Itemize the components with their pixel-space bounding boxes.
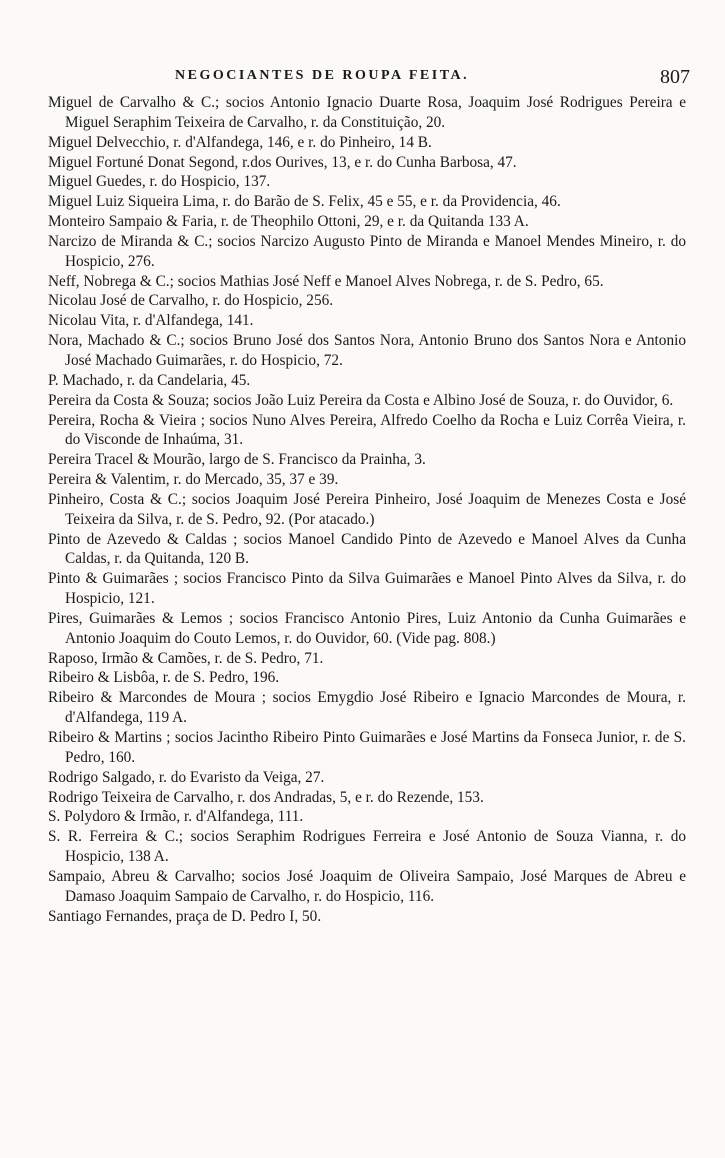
directory-entry: Pereira da Costa & Souza; socios João Luiz Pereira da Costa e Albino José de Souza, r. do Ouvidor, 6.: [48, 391, 674, 409]
directory-entry: Pires, Guimarães & Lemos ; socios Francisco Antonio Pires, Luiz Antonio da Cunha Guimarães e Antonio Joaquim do Couto Lemos, r. do Ouvidor, 60. (Vide pag. 808.): [48, 609, 686, 647]
directory-entry: Pinheiro, Costa & C.; socios Joaquim José Pereira Pinheiro, José Joaquim de Menezes Costa e José Teixeira da Silva, r. de S. Pedro, 92. (Por atacado.): [48, 490, 686, 528]
directory-list: [48, 93, 686, 926]
directory-entry: Pereira Tracel & Mourão, largo de S. Francisco da Prainha, 3.: [48, 451, 426, 469]
directory-entry: Miguel Fortuné Donat Segond, r.dos Ourives, 13, e r. do Cunha Barbosa, 47.: [48, 153, 517, 171]
directory-entry: Raposo, Irmão & Camões, r. de S. Pedro, 71.: [48, 649, 324, 667]
directory-entry: Nicolau Vita, r. d'Alfandega, 141.: [48, 312, 254, 330]
directory-entry: Miguel Luiz Siqueira Lima, r. do Barão de S. Felix, 45 e 55, e r. da Providencia, 46.: [48, 193, 561, 211]
directory-entry: Ribeiro & Lisbôa, r. de S. Pedro, 196.: [48, 669, 280, 687]
directory-entry: Ribeiro & Martins ; socios Jacintho Ribeiro Pinto Guimarães e José Martins da Fonseca Junior, r. de S. Pedro, 160.: [48, 729, 686, 766]
directory-entry: P. Machado, r. da Candelaria, 45.: [48, 371, 251, 389]
directory-entry: Miguel Guedes, r. do Hospicio, 137.: [48, 173, 271, 191]
directory-entry: Rodrigo Salgado, r. do Evaristo da Veiga, 27.: [48, 768, 325, 786]
directory-entry: Neff, Nobrega & C.; socios Mathias José Neff e Manoel Alves Nobrega, r. de S. Pedro, 65.: [48, 272, 604, 290]
directory-entry: Santiago Fernandes, praça de D. Pedro I, 50.: [48, 907, 322, 925]
directory-entry: Pereira, Rocha & Vieira ; socios Nuno Alves Pereira, Alfredo Coelho da Rocha e Luiz Corrêa Vieira, r. do Visconde de Inhaúma, 31.: [48, 411, 686, 449]
directory-entry: Sampaio, Abreu & Carvalho; socios José Joaquim de Oliveira Sampaio, José Marques de Abreu e Damaso Joaquim Sampaio de Carvalho, r. do Hospicio, 116.: [48, 867, 686, 905]
directory-entry: Narcizo de Miranda & C.; socios Narcizo Augusto Pinto de Miranda e Manoel Mendes Mineiro, r. do Hospicio, 276.: [48, 232, 686, 270]
directory-entry: Miguel Delvecchio, r. d'Alfandega, 146, e r. do Pinheiro, 14 B.: [48, 133, 432, 151]
directory-entry: S. Polydoro & Irmão, r. d'Alfandega, 111.: [48, 808, 304, 826]
directory-entry: Monteiro Sampaio & Faria, r. de Theophilo Ottoni, 29, e r. da Quitanda 133 A.: [48, 213, 529, 231]
running-title: NEGOCIANTES DE ROUPA FEITA.: [175, 68, 470, 83]
page-header: [40, 66, 690, 92]
page-number: 807: [660, 66, 690, 88]
directory-entry: S. R. Ferreira & C.; socios Seraphim Rodrigues Ferreira e José Antonio de Souza Vianna, r. do Hospicio, 138 A.: [48, 828, 686, 866]
directory-entry: Ribeiro & Marcondes de Moura ; socios Emygdio José Ribeiro e Ignacio Marcondes de Moura, r. d'Alfandega, 119 A.: [48, 689, 686, 727]
directory-entry: Nora, Machado & C.; socios Bruno José dos Santos Nora, Antonio Bruno dos Santos Nora e Antonio José Machado Guimarães, r. do Hospicio, 72.: [48, 332, 686, 369]
directory-entry: Nicolau José de Carvalho, r. do Hospicio, 256.: [48, 292, 334, 310]
directory-entry: Pereira & Valentim, r. do Mercado, 35, 37 e 39.: [48, 471, 339, 489]
directory-entry: Pinto & Guimarães ; socios Francisco Pinto da Silva Guimarães e Manoel Pinto Alves da Silva, r. do Hospicio, 121.: [48, 570, 686, 608]
directory-entry: Miguel de Carvalho & C.; socios Antonio Ignacio Duarte Rosa, Joaquim José Rodrigues Pereira e Miguel Seraphim Teixeira de Carvalho, r. da Constituição, 20.: [48, 94, 686, 131]
directory-entry: Rodrigo Teixeira de Carvalho, r. dos Andradas, 5, e r. do Rezende, 153.: [48, 788, 484, 806]
directory-entry: Pinto de Azevedo & Caldas ; socios Manoel Candido Pinto de Azevedo e Manoel Alves da Cunha Caldas, r. da Quitanda, 120 B.: [48, 530, 686, 568]
